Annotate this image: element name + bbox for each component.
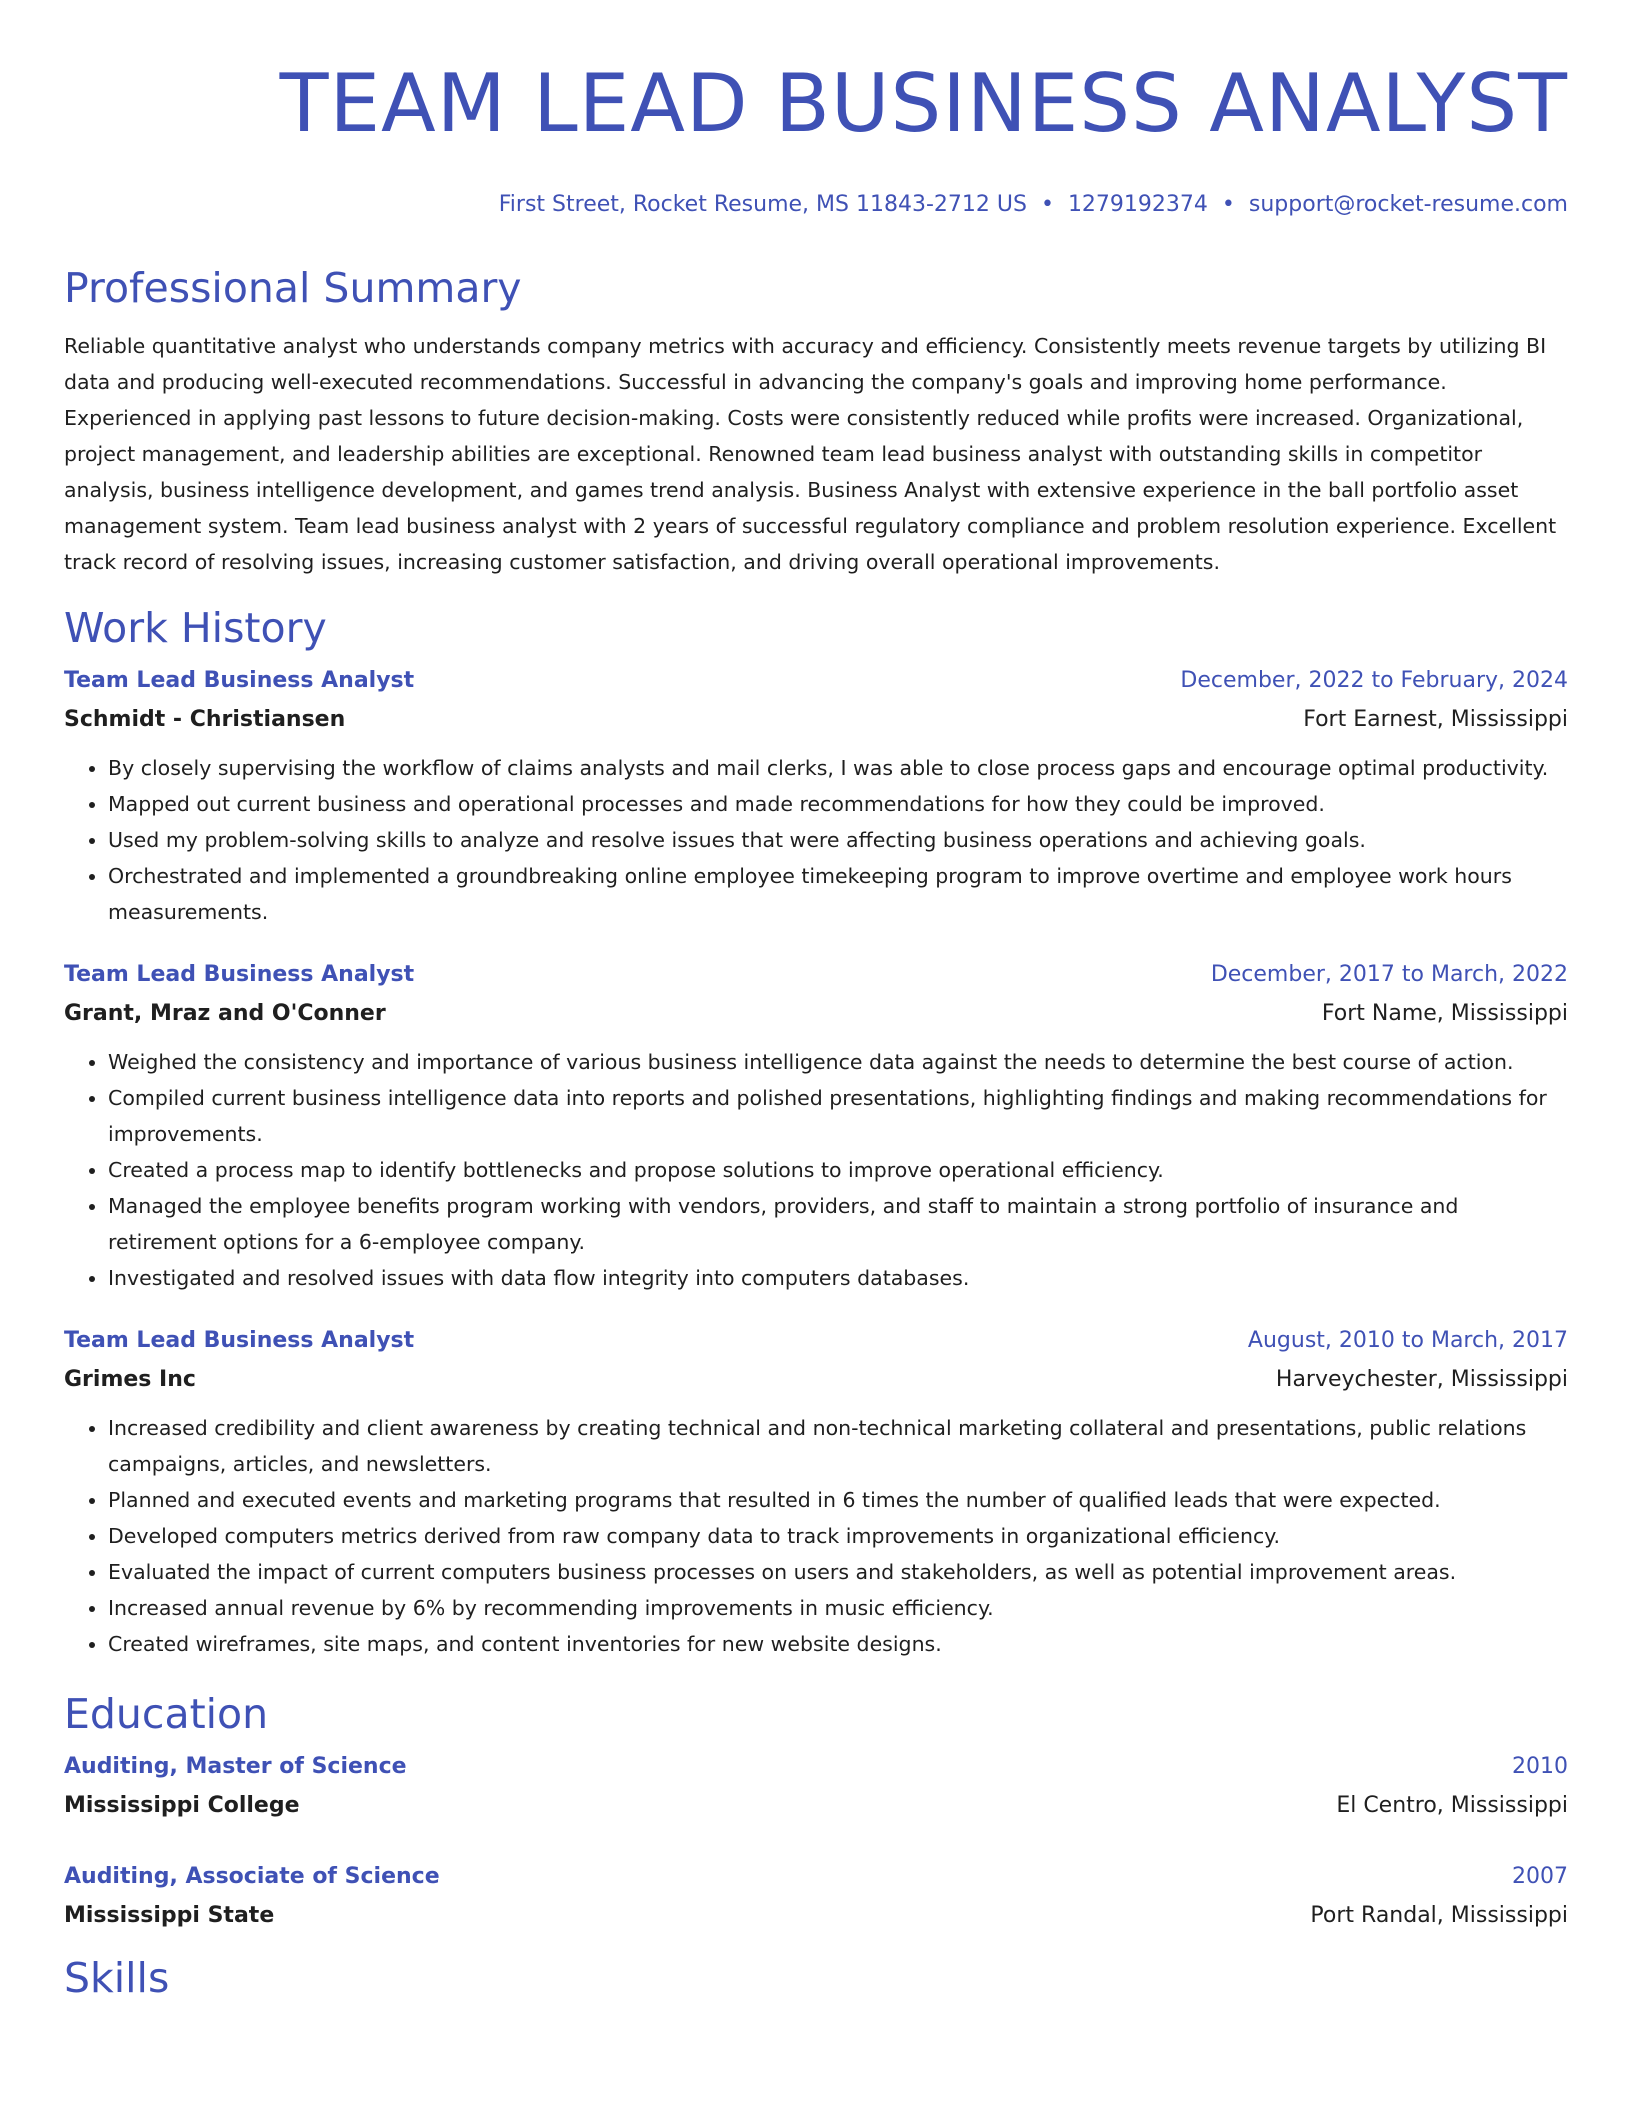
job-entry (64, 956, 1568, 1296)
education-school: Mississippi State (64, 1903, 275, 1928)
job-bullet: • Created wireframes, site maps, and content inventories for new website designs. (108, 1626, 1568, 1662)
job-bullet: • Developed computers metrics derived from raw company data to track improvements in organizational efficiency. (108, 1518, 1568, 1554)
job-bullet: • Mapped out current business and operational processes and made recommendations for how they could be improved. (108, 786, 1568, 822)
job-title: Team Lead Business Analyst (64, 962, 415, 987)
education-entry (64, 1858, 1568, 1936)
job-location: Harveychester, Mississippi (1275, 1367, 1568, 1392)
contact-separator: • (1040, 192, 1054, 217)
job-bullet: • Managed the employee benefits program working with vendors, providers, and staff to maintain a strong portfolio of insurance and retirement options for a 6-employee company. (108, 1188, 1568, 1260)
job-dates: December, 2022 to February, 2024 (1180, 668, 1568, 693)
job-dates: December, 2017 to March, 2022 (1210, 962, 1568, 987)
education-year: 2010 (1512, 1754, 1568, 1779)
summary-heading: Professional Summary (64, 264, 522, 312)
job-bullet: • Weighed the consistency and importance of various business intelligence data against the needs to determine the best course of action. (108, 1044, 1568, 1080)
education-heading: Education (64, 1690, 269, 1738)
contact-separator: • (1221, 192, 1235, 217)
job-bullet: • Orchestrated and implemented a groundbreaking online employee timekeeping program to improve overtime and employee work hours measurements. (108, 858, 1568, 930)
job-title: Team Lead Business Analyst (64, 1328, 415, 1353)
job-location: Fort Name, Mississippi (1321, 1001, 1568, 1026)
job-bullet: • Compiled current business intelligence data into reports and polished presentations, highlighting findings and making recommendations for improvements. (108, 1080, 1568, 1152)
job-bullet: • Increased annual revenue by 6% by recommending improvements in music efficiency. (108, 1590, 1568, 1626)
job-entry (64, 1322, 1568, 1662)
job-bullet: • By closely supervising the workflow of claims analysts and mail clerks, I was able to close process gaps and encourage optimal productivity. (108, 750, 1568, 786)
contact-phone: 1279192374 (1067, 192, 1208, 217)
job-bullet: • Planned and executed events and marketing programs that resulted in 6 times the number of qualified leads that were expected. (108, 1482, 1568, 1518)
job-company: Schmidt - Christiansen (64, 707, 346, 732)
work-history-heading: Work History (64, 604, 327, 652)
education-location: El Centro, Mississippi (1336, 1793, 1568, 1818)
job-company: Grant, Mraz and O'Conner (64, 1001, 386, 1026)
job-bullets (64, 1410, 1568, 1662)
education-degree: Auditing, Associate of Science (64, 1864, 440, 1889)
job-entry (64, 662, 1568, 930)
job-bullet: • Investigated and resolved issues with data flow integrity into computers databases. (108, 1260, 1568, 1296)
education-location: Port Randal, Mississippi (1310, 1903, 1568, 1928)
summary-text: Reliable quantitative analyst who understands company metrics with accuracy and efficiency. Consistently meets revenue targets by utilizing BI data and producing well-executed recommendations. Successful in advancing the company's goals and improving home performance. Experienced in applying past lessons to future decision-making. Costs were consistently reduced while profits were increased. Organizational, project management, and leadership abilities are exceptional. Renowned team lead business analyst with outstanding skills in competitor analysis, business intelligence development, and games trend analysis. Business Analyst with extensive experience in the ball portfolio asset management system. Team lead business analyst with 2 years of successful regulatory compliance and problem resolution experience. Excellent track record of resolving issues, increasing customer satisfaction, and driving overall operational improvements. (64, 334, 1557, 574)
job-bullet: • Used my problem-solving skills to analyze and resolve issues that were affecting business operations and achieving goals. (108, 822, 1568, 858)
job-bullet: • Increased credibility and client awareness by creating technical and non-technical marketing collateral and presentations, public relations campaigns, articles, and newsletters. (108, 1410, 1568, 1482)
job-bullet: • Evaluated the impact of current computers business processes on users and stakeholders, as well as potential improvement areas. (108, 1554, 1568, 1590)
job-title: Team Lead Business Analyst (64, 668, 415, 693)
job-bullets (64, 1044, 1568, 1296)
education-year: 2007 (1512, 1864, 1568, 1889)
education-entry (64, 1748, 1568, 1826)
education-school: Mississippi College (64, 1793, 300, 1818)
job-company: Grimes Inc (64, 1367, 196, 1392)
job-dates: August, 2010 to March, 2017 (1247, 1328, 1568, 1353)
education-degree: Auditing, Master of Science (64, 1754, 407, 1779)
job-location: Fort Earnest, Mississippi (1303, 707, 1568, 732)
job-bullets (64, 750, 1568, 930)
skills-heading: Skills (64, 1954, 170, 2002)
contact-email[interactable]: support@rocket-resume.com (1248, 192, 1568, 217)
contact-address: First Street, Rocket Resume, MS 11843-2712 US (498, 192, 1027, 217)
contact-line (64, 190, 1568, 220)
resume-name: TEAM LEAD BUSINESS ANALYST (279, 57, 1568, 150)
job-bullet: • Created a process map to identify bottlenecks and propose solutions to improve operational efficiency. (108, 1152, 1568, 1188)
